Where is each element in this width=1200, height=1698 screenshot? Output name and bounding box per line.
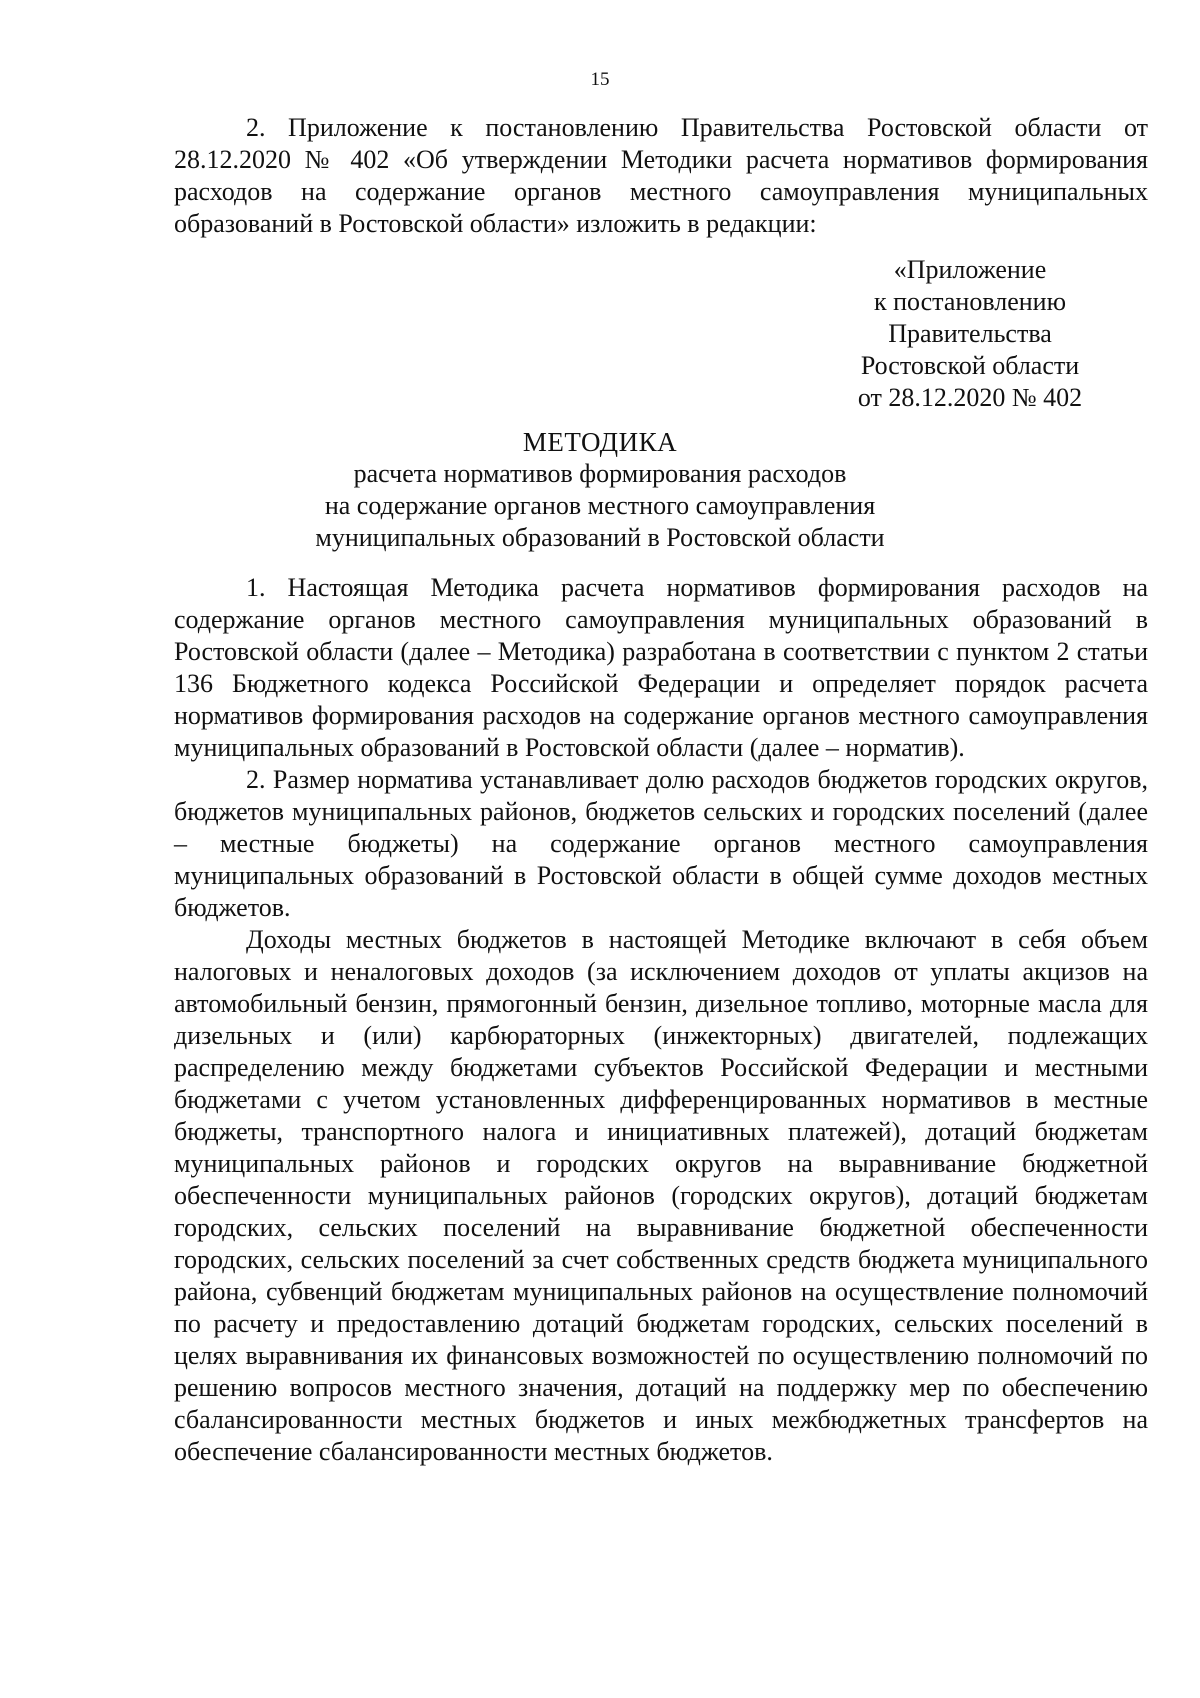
appendix-line: к постановлению [873, 287, 1067, 316]
appendix-reference [820, 254, 1120, 414]
intro-section [174, 112, 1148, 240]
intro-paragraph: 2. Приложение к постановлению Правительства Ростовской области от 28.12.2020 № 402 «Об утверждении Методики расчета нормативов формирования расходов на содержание органов местного самоуправления муниципальных образований в Ростовской области» изложить в редакции: [174, 113, 1148, 238]
document-body [174, 572, 1148, 1468]
appendix-line: от 28.12.2020 № 402 [857, 383, 1083, 412]
appendix-line: Ростовской области [860, 351, 1080, 380]
document-title: МЕТОДИКА [522, 427, 678, 457]
document-subtitle-line: на содержание органов местного самоуправления [324, 491, 876, 520]
appendix-line: Правительства [888, 319, 1052, 348]
document-title-block [0, 426, 1200, 554]
page-number: 15 [590, 69, 610, 90]
body-paragraph: 2. Размер норматива устанавливает долю расходов бюджетов городских округов, бюджетов муниципальных районов, бюджетов сельских и городских поселений (далее – местные бюджеты) на содержание органов местного самоуправления муниципальных образований в Ростовской области в общей сумме доходов местных бюджетов. [174, 765, 1148, 922]
document-subtitle-line: расчета нормативов формирования расходов [353, 459, 847, 488]
document-subtitle-line: муниципальных образований в Ростовской области [315, 523, 885, 552]
body-paragraph: 1. Настоящая Методика расчета нормативов формирования расходов на содержание органов местного самоуправления муниципальных образований в Ростовской области (далее – Методика) разработана в соответствии с пунктом 2 статьи 136 Бюджетного кодекса Российской Федерации и определяет порядок расчета нормативов формирования расходов на содержание органов местного самоуправления муниципальных образований в Ростовской области (далее – норматив). [174, 573, 1148, 762]
appendix-line: «Приложение [893, 255, 1047, 284]
body-paragraph: Доходы местных бюджетов в настоящей Методике включают в себя объем налоговых и неналоговых доходов (за исключением доходов от уплаты акцизов на автомобильный бензин, прямогонный бензин, дизельное топливо, моторные масла для дизельных и (или) карбюраторных (инжекторных) двигателей, подлежащих распределению между бюджетами субъектов Российской Федерации и местными бюджетами с учетом установленных дифференцированных нормативов в местные бюджеты, транспортного налога и инициативных платежей), дотаций бюджетам муниципальных районов и городских округов на выравнивание бюджетной обеспеченности муниципальных районов (городских округов), дотаций бюджетам городских, сельских поселений на выравнивание бюджетной обеспеченности городских, сельских поселений за счет собственных средств бюджета муниципального района, субвенций бюджетам муниципальных районов на осуществление полномочий по расчету и предоставлению дотаций бюджетам городских, сельских поселений в целях выравнивания их финансовых возможностей по осуществлению полномочий по решению вопросов местного значения, дотаций на поддержку мер по обеспечению сбалансированности местных бюджетов и иных межбюджетных трансфертов на обеспечение сбалансированности местных бюджетов. [174, 925, 1148, 1466]
